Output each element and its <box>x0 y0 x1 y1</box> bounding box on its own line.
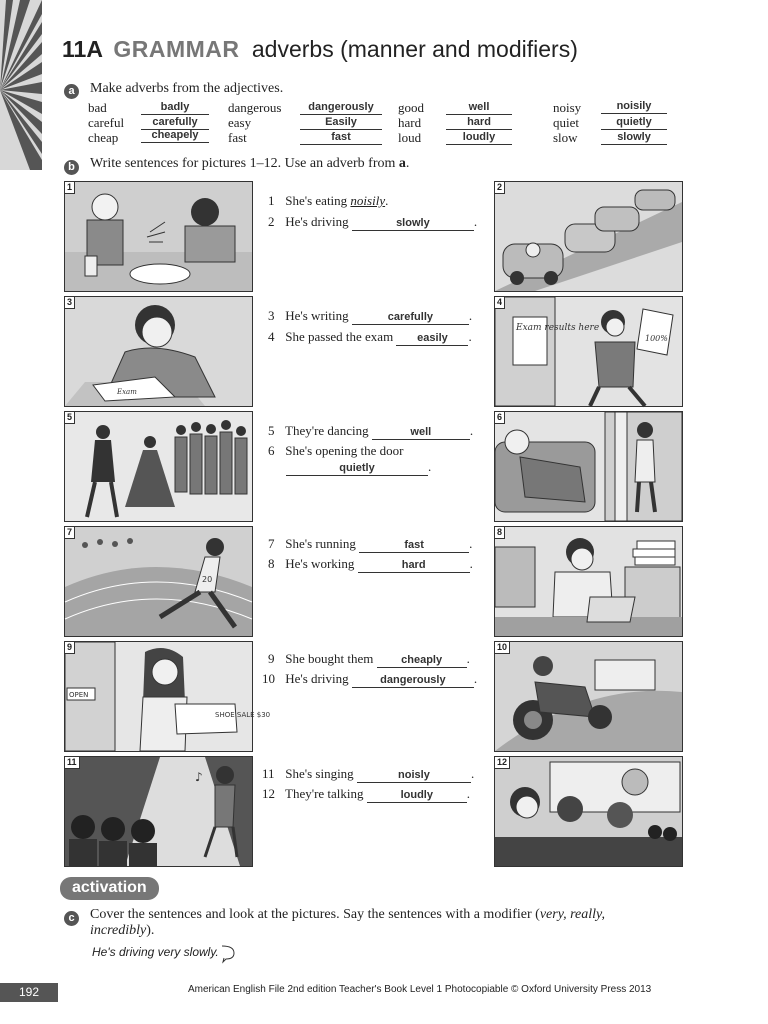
answer-blank[interactable]: noisly <box>357 769 471 783</box>
decorative-burst <box>0 0 42 170</box>
sentence-item: 9 She bought them cheaply . <box>268 651 470 666</box>
sentence-item: 11 She's singing noisly . <box>262 766 475 781</box>
adjective: fast <box>228 130 247 145</box>
section-label: GRAMMAR <box>113 36 240 62</box>
topic-title: adverbs (manner and modifiers) <box>251 36 578 62</box>
answer-blank[interactable]: loudly <box>446 131 512 145</box>
eating-noisily-illustration <box>65 182 252 291</box>
answer-blank[interactable]: well <box>446 101 512 115</box>
answer-blank[interactable]: hard <box>358 559 470 573</box>
adjective: hard <box>398 115 422 130</box>
picture-number: 8 <box>495 527 505 539</box>
speech-bubble-icon <box>220 944 236 962</box>
answer-blank[interactable]: dangerously <box>352 674 474 688</box>
picture-number: 9 <box>65 642 75 654</box>
driving-slowly-illustration <box>495 182 682 291</box>
adjective: quiet <box>553 115 579 130</box>
sentence-item: 8 He's working hard . <box>268 556 473 571</box>
note-text: Exam <box>117 388 137 396</box>
picture-12 <box>494 756 683 867</box>
sentence-item-continued: quietly . <box>286 459 431 476</box>
answer-blank[interactable]: Easily <box>300 116 382 130</box>
sentence-item: 5 They're dancing well . <box>268 423 474 438</box>
exercise-b-bullet: b <box>64 160 79 175</box>
adjective: easy <box>228 115 252 130</box>
footer-text: American English File 2nd edition Teacher's Book Level 1 Photocopiable © Oxford University Press 2013 <box>188 984 652 995</box>
answer-blank[interactable]: cheaply <box>377 654 467 668</box>
exercise-c-bullet: c <box>64 911 79 926</box>
picture-number: 10 <box>495 642 510 654</box>
working-hard-illustration <box>495 527 682 636</box>
writing-carefully-illustration <box>65 297 252 406</box>
example-answer: noisily <box>350 193 386 208</box>
answer-blank[interactable]: fast <box>300 131 382 145</box>
adjective: slow <box>553 130 578 145</box>
answer-blank[interactable]: cheapely <box>141 129 209 143</box>
answer-blank[interactable]: dangerously <box>300 101 382 115</box>
activation-example: He's driving very slowly. <box>92 944 236 962</box>
exercise-a-instruction: Make adverbs from the adjectives. <box>90 81 284 96</box>
svg-text:♪: ♪ <box>195 770 203 784</box>
adjective: bad <box>88 100 107 115</box>
exercise-c-instruction-line2: incredibly). <box>90 923 155 938</box>
picture-number: 6 <box>495 412 505 424</box>
answer-blank[interactable]: well <box>372 426 470 440</box>
adjective: cheap <box>88 130 119 145</box>
passed-exam-illustration <box>495 297 682 406</box>
adjective: careful <box>88 115 125 130</box>
picture-7 <box>64 526 253 637</box>
picture-4 <box>494 296 683 407</box>
answer-blank[interactable]: loudly <box>367 789 467 803</box>
picture-number: 7 <box>65 527 75 539</box>
picture-5 <box>64 411 253 522</box>
exercise-a-bullet: a <box>64 84 79 99</box>
sentence-item: 6 She's opening the door <box>268 443 404 458</box>
answer-blank[interactable]: hard <box>446 116 512 130</box>
adjective: noisy <box>553 100 582 115</box>
answer-blank[interactable]: noisily <box>601 100 667 114</box>
answer-blank[interactable]: carefully <box>352 311 469 325</box>
sentence-item: 7 She's running fast . <box>268 536 473 551</box>
picture-number: 3 <box>65 297 75 309</box>
activation-label: activation <box>60 877 159 900</box>
sentence-item: 4 She passed the exam easily . <box>268 329 472 344</box>
dancing-well-illustration <box>65 412 252 521</box>
running-fast-illustration <box>65 527 252 636</box>
talking-loudly-illustration <box>495 757 682 866</box>
exam-sign-text: Exam results here <box>516 323 600 333</box>
page-number: 192 <box>0 983 58 1002</box>
picture-number: 12 <box>495 757 510 769</box>
answer-blank[interactable]: slowly <box>601 131 667 145</box>
sentence-item: 3 He's writing carefully . <box>268 308 473 323</box>
sentence-item: 10 He's driving dangerously . <box>262 671 478 686</box>
picture-number: 1 <box>65 182 75 194</box>
unit-number: 11A <box>62 36 103 62</box>
answer-blank[interactable]: carefully <box>141 116 209 130</box>
driving-dangerously-illustration <box>495 642 682 751</box>
answer-blank[interactable]: fast <box>359 539 469 553</box>
opening-door-quietly-illustration <box>495 412 682 521</box>
sentence-example: 1 She's eating noisily. <box>268 193 389 208</box>
open-sign-text: OPEN <box>69 691 89 699</box>
answer-blank[interactable]: badly <box>141 101 209 115</box>
adjective: dangerous <box>228 100 282 115</box>
bought-cheaply-illustration <box>65 642 271 751</box>
adjective: loud <box>398 130 422 145</box>
picture-11 <box>64 756 253 867</box>
answer-blank[interactable]: quietly <box>601 116 667 130</box>
picture-number: 2 <box>495 182 505 194</box>
picture-8 <box>494 526 683 637</box>
shoe-box-text: SHOE SALE $30 <box>215 711 271 719</box>
sentence-item: 12 They're talking loudly . <box>262 786 471 801</box>
adjective: good <box>398 100 424 115</box>
percent-text: 100% <box>645 334 668 343</box>
exercise-b-instruction: Write sentences for pictures 1–12. Use an adverb from a. <box>90 156 410 171</box>
answer-blank[interactable]: quietly <box>286 462 428 476</box>
picture-number: 11 <box>65 757 80 769</box>
picture-9 <box>64 641 271 752</box>
picture-number: 5 <box>65 412 75 424</box>
picture-10 <box>494 641 683 752</box>
picture-6 <box>494 411 683 522</box>
sentence-item: 2 He's driving slowly . <box>268 214 478 229</box>
runner-bib-text: 20 <box>202 575 213 584</box>
page-title <box>62 36 578 63</box>
singing-noisily-illustration <box>65 757 252 866</box>
picture-1 <box>64 181 253 292</box>
picture-2 <box>494 181 683 292</box>
picture-3 <box>64 296 253 407</box>
exercise-c-instruction: Cover the sentences and look at the pictures. Say the sentences with a modifier (very, really, <box>90 907 605 922</box>
picture-number: 4 <box>495 297 505 309</box>
answer-blank[interactable]: easily <box>396 332 468 346</box>
answer-blank[interactable]: slowly <box>352 217 474 231</box>
